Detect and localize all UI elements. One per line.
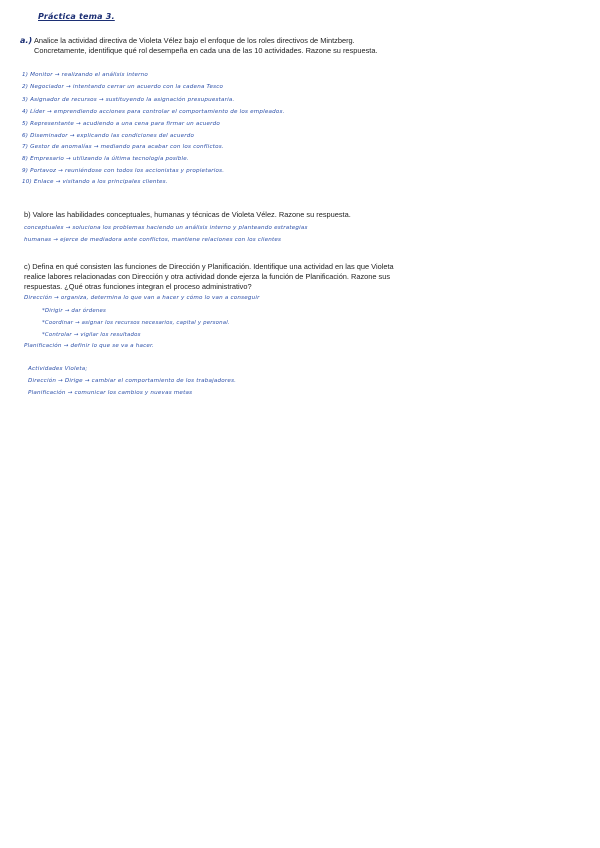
answer-a-7: 7) Gestor de anomalías → mediando para acabar con los conflictos. [22, 144, 224, 150]
answer-a-2: 2) Negociador → intentando cerrar un acuerdo con la cadena Tesco [22, 84, 224, 90]
answer-a-8: 8) Empresario → utilizando la última tecnología posible. [22, 156, 189, 162]
section-c-question: c) Defina en qué consisten las funciones de Dirección y Planificación. Identifique una actividad en las que Violeta realice labores relacionadas con Dirección y otra actividad donde ejerza la función de Planificación. Razone sus respuestas. ¿Qué otras funciones integran el proceso administrativo? [24, 262, 394, 291]
answer-a-3: 3) Asignador de recursos → sustituyendo la asignación presupuestaria. [22, 97, 235, 103]
answer-a-4: 4) Líder → emprendiendo acciones para controlar el comportamiento de los empleados. [22, 109, 285, 115]
answer-b-humanas: humanas → ejerce de mediadora ante conflictos, mantiene relaciones con los clientes [24, 237, 282, 243]
answer-a-5: 5) Representante → acudiendo a una cena para firmar un acuerdo [22, 121, 221, 127]
answer-c-planificacion: Planificación → definir lo que se va a hacer. [24, 343, 154, 349]
answer-a-1: 1) Monitor → realizando el análisis interno [22, 72, 149, 78]
answer-c-controlar: *Controlar → vigilar los resultados [42, 332, 141, 338]
section-a-question: Analice la actividad directiva de Violeta Vélez bajo el enfoque de los roles directivos de Mintzberg. Concretamente, identifique qué rol desempeña en cada una de las 10 actividades. Razone su respuesta. [34, 36, 378, 55]
activity-direccion: Dirección → Dirige → cambiar el comportamiento de los trabajadores. [28, 378, 237, 384]
answer-a-6: 6) Diseminador → explicando las condiciones del acuerdo [22, 133, 195, 139]
answer-a-10: 10) Enlace → visitando a los principales clientes. [22, 179, 168, 185]
section-a-label: a.) [20, 36, 33, 45]
activities-title: Actividades Violeta; [28, 366, 88, 372]
section-b-question: b) Valore las habilidades conceptuales, humanas y técnicas de Violeta Vélez. Razone su respuesta. [24, 210, 351, 219]
answer-c-direccion: Dirección → organiza, determina lo que van a hacer y cómo lo van a conseguir [24, 295, 260, 301]
answer-c-coordinar: *Coordinar → asignar los recursos necesarios, capital y personal. [42, 320, 230, 326]
activity-planificacion: Planificación → comunicar los cambios y nuevas metas [28, 390, 193, 396]
answer-b-conceptuales: conceptuales → soluciona los problemas haciendo un análisis interno y planteando estrategias [24, 225, 308, 231]
page-title: Práctica tema 3. [38, 12, 115, 21]
answer-c-dirigir: *Dirigir → dar órdenes [42, 308, 106, 314]
answer-a-9: 9) Portavoz → reuniéndose con todos los accionistas y propietarios. [22, 168, 225, 174]
